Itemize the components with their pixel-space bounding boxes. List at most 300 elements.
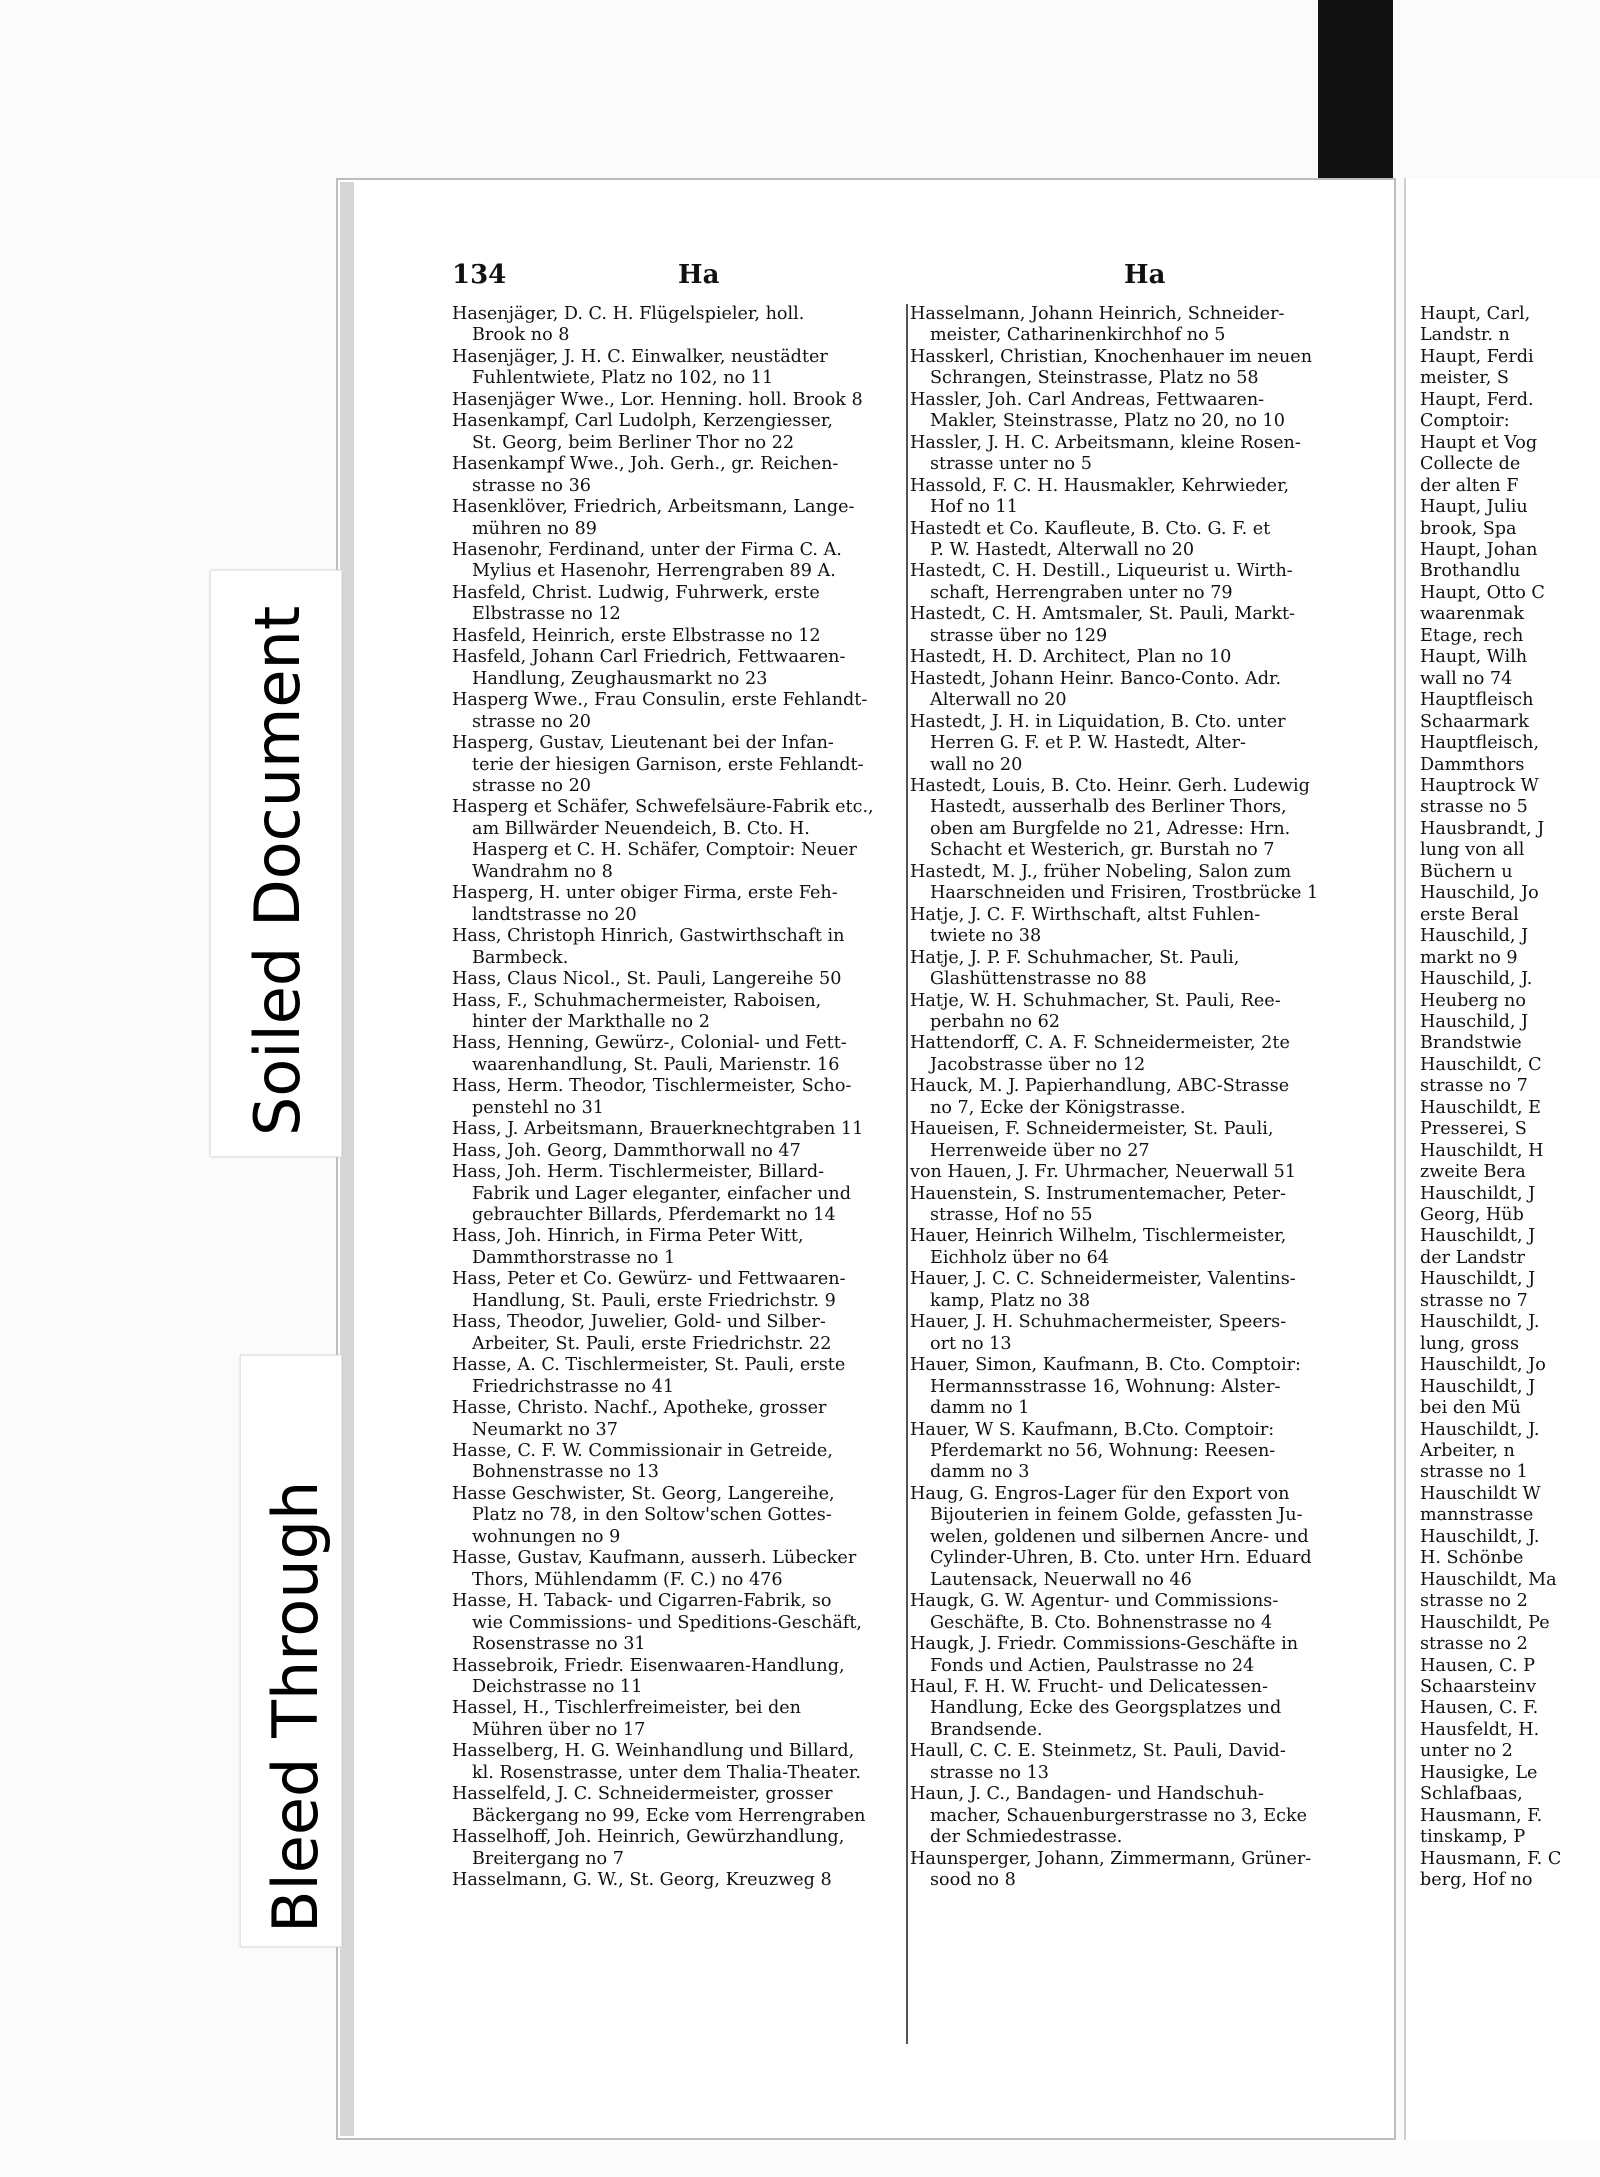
directory-entry [452, 390, 907, 411]
bleed-through-label [240, 1355, 342, 1947]
entry-line: Haueisen, F. Schneidermeister, St. Pauli, [910, 1119, 1274, 1140]
directory-entry [910, 1162, 1375, 1183]
entry-line: Hasse, H. Taback- und Cigarren-Fabrik, so [452, 1591, 832, 1612]
directory-entry [910, 1119, 1375, 1162]
entry-line: Hassold, F. C. H. Hausmakler, Kehrwieder, [910, 475, 1290, 496]
directory-entry [452, 1226, 907, 1269]
entry-continuation-line: am Billwärder Neuendeich, B. Cto. H. [472, 818, 810, 839]
directory-entry [452, 1656, 907, 1699]
entry-continuation-line: Geschäfte, B. Cto. Bohnenstrasse no 4 [930, 1612, 1273, 1633]
directory-entry [452, 1870, 907, 1891]
entry-continuation-line: Herren G. F. et P. W. Hastedt, Alter- [930, 733, 1246, 754]
entry-line: Hasskerl, Christian, Knochenhauer im neuen [910, 346, 1313, 367]
entry-line: Hasfeld, Johann Carl Friedrich, Fettwaaren- [452, 647, 846, 668]
entry-continuation-line: Schrangen, Steinstrasse, Platz no 58 [930, 368, 1259, 389]
facing-page-line: mannstrasse [1420, 1505, 1534, 1526]
entry-continuation-line: Haarschneiden und Frisiren, Trostbrücke 1 [930, 883, 1319, 904]
entry-continuation-line: Handlung, Ecke des Georgsplatzes und [930, 1698, 1282, 1719]
directory-entry [910, 1355, 1375, 1419]
entry-continuation-line: Fonds und Actien, Paulstrasse no 24 [930, 1655, 1255, 1676]
page-gutter-edge [340, 182, 354, 2136]
entry-continuation-line: Lautensack, Neuerwall no 46 [930, 1569, 1192, 1590]
entry-line: Hasfeld, Christ. Ludwig, Fuhrwerk, erste [452, 582, 820, 603]
entry-line: Hasse, C. F. W. Commissionair in Getreide, [452, 1441, 833, 1462]
entry-continuation-line: Pferdemarkt no 56, Wohnung: Reesen- [930, 1441, 1276, 1462]
entry-line: Hastedt, H. D. Architect, Plan no 10 [910, 647, 1232, 668]
facing-page-line: Dammthors [1420, 754, 1525, 775]
directory-entry [910, 1484, 1375, 1591]
entry-line: Hass, Henning, Gewürz-, Colonial- und Fett- [452, 1033, 847, 1054]
directory-entry [452, 540, 907, 583]
directory-entry [910, 347, 1375, 390]
entry-line: Haul, F. H. W. Frucht- und Delicatessen- [910, 1677, 1268, 1697]
soiled-document-text: Soiled Document [241, 605, 314, 1136]
directory-entry [452, 1741, 907, 1784]
entry-continuation-line: Hof no 11 [930, 497, 1018, 518]
entry-line: Hasselmann, G. W., St. Georg, Kreuzweg 8 [452, 1870, 832, 1891]
entry-line: von Hauen, J. Fr. Uhrmacher, Neuerwall 51 [910, 1162, 1297, 1183]
entry-line: Hastedt, Louis, B. Cto. Heinr. Gerh. Ludewig [910, 775, 1310, 796]
facing-page-line: Hauschildt, J. [1420, 1312, 1540, 1333]
entry-line: Hass, Joh. Herm. Tischlermeister, Billard- [452, 1162, 825, 1183]
facing-page-line: wall no 74 [1420, 668, 1513, 689]
entry-continuation-line: hinter der Markthalle no 2 [472, 1011, 710, 1032]
entry-line: Hass, Herm. Theodor, Tischlermeister, Scho- [452, 1076, 852, 1097]
entry-continuation-line: Brook no 8 [472, 325, 570, 346]
directory-entry [910, 1420, 1375, 1484]
entry-line: Hass, Peter et Co. Gewürz- und Fettwaaren- [452, 1269, 846, 1290]
facing-page-line: Hausfeldt, H. [1420, 1719, 1540, 1740]
facing-page-line: zweite Bera [1420, 1162, 1526, 1183]
directory-entry [910, 476, 1375, 519]
directory-entry [452, 497, 907, 540]
running-head-right: Ha [1124, 260, 1166, 290]
entry-line: Hasfeld, Heinrich, erste Elbstrasse no 12 [452, 625, 821, 646]
directory-entry [452, 1591, 907, 1655]
directory-entry [910, 1076, 1375, 1119]
entry-continuation-line: Alterwall no 20 [930, 690, 1067, 711]
entry-continuation-line: gebrauchter Billards, Pferdemarkt no 14 [472, 1205, 836, 1226]
entry-continuation-line: oben am Burgfelde no 21, Adresse: Hrn. [930, 818, 1291, 839]
entry-line: Hastedt, C. H. Destill., Liqueurist u. Wirth- [910, 561, 1293, 582]
facing-page-line: Hauschildt, J [1420, 1183, 1536, 1204]
entry-continuation-line: kl. Rosenstrasse, unter dem Thalia-Theater. [472, 1762, 861, 1783]
directory-entry [910, 1269, 1375, 1312]
entry-continuation-line: twiete no 38 [930, 926, 1042, 947]
entry-line: Hass, J. Arbeitsmann, Brauerknechtgraben 11 [452, 1119, 864, 1140]
facing-page-line: Hauschildt W [1420, 1483, 1541, 1504]
entry-line: Hauer, J. C. C. Schneidermeister, Valentins- [910, 1269, 1296, 1290]
facing-page-line: Hauschildt, J. [1420, 1419, 1540, 1440]
facing-page-line: Landstr. n [1420, 325, 1510, 346]
entry-line: Hasenjäger, J. H. C. Einwalker, neustädter [452, 346, 828, 367]
column-divider [906, 304, 908, 2044]
entry-line: Hauer, W S. Kaufmann, B.Cto. Comptoir: [910, 1419, 1275, 1440]
facing-page-line: Haupt, Juliu [1420, 497, 1528, 518]
directory-entry [452, 991, 907, 1034]
entry-line: Hasselhoff, Joh. Heinrich, Gewürzhandlung, [452, 1827, 845, 1848]
entry-continuation-line: mühren no 89 [472, 518, 597, 539]
directory-entry [452, 1119, 907, 1140]
page-number: 134 [452, 260, 507, 290]
entry-continuation-line: Barmbeck. [472, 947, 569, 968]
facing-page-line: Haupt, Wilh [1420, 647, 1528, 668]
facing-page-line: Hauptrock W [1420, 775, 1539, 796]
entry-continuation-line: Arbeiter, St. Pauli, erste Friedrichstr. 22 [472, 1333, 832, 1354]
entry-continuation-line: meister, Catharinenkirchhof no 5 [930, 325, 1226, 346]
entry-continuation-line: Glashüttenstrasse no 88 [930, 969, 1147, 990]
directory-entry [452, 1441, 907, 1484]
directory-entry [452, 1141, 907, 1162]
facing-page-line: Hauschildt, Ma [1420, 1569, 1557, 1590]
entry-line: Hass, Joh. Hinrich, in Firma Peter Witt, [452, 1226, 804, 1247]
facing-page-line: der Landstr [1420, 1247, 1525, 1268]
facing-page-line: strasse no 2 [1420, 1634, 1528, 1655]
entry-continuation-line: Bijouterien in feinem Golde, gefassten Ju- [930, 1505, 1303, 1526]
facing-page-line: strasse no 5 [1420, 797, 1528, 818]
facing-page-line: Hausigke, Le [1420, 1762, 1538, 1783]
entry-continuation-line: perbahn no 62 [930, 1011, 1060, 1032]
facing-page-line: Schlafbaas, [1420, 1784, 1523, 1805]
entry-line: Hasenkampf, Carl Ludolph, Kerzengiesser, [452, 411, 833, 432]
facing-page-line: Hauschild, J [1420, 1011, 1529, 1032]
directory-entry [910, 561, 1375, 604]
directory-entry [910, 1741, 1375, 1784]
directory-entry [910, 1033, 1375, 1076]
entry-line: Hastedt, C. H. Amtsmaler, St. Pauli, Markt- [910, 604, 1295, 625]
directory-entry [452, 647, 907, 690]
entry-continuation-line: Friedrichstrasse no 41 [472, 1376, 675, 1397]
bleed-through-text: Bleed Through [259, 1480, 332, 1933]
entry-continuation-line: sood no 8 [930, 1870, 1016, 1891]
directory-entry [452, 1827, 907, 1870]
entry-line: Hauenstein, S. Instrumentemacher, Peter- [910, 1183, 1286, 1204]
entry-line: Hastedt, J. H. in Liquidation, B. Cto. unter [910, 711, 1286, 732]
facing-page-line: markt no 9 [1420, 947, 1518, 968]
entry-continuation-line: St. Georg, beim Berliner Thor no 22 [472, 432, 795, 453]
facing-page-line: Hauschildt, E [1420, 1097, 1541, 1118]
facing-page-line: Hauschildt, J [1420, 1269, 1536, 1290]
directory-entry [452, 1484, 907, 1548]
facing-page-line: Hausbrandt, J [1420, 818, 1545, 839]
entry-continuation-line: Makler, Steinstrasse, Platz no 20, no 10 [930, 411, 1285, 432]
entry-continuation-line: Handlung, Zeughausmarkt no 23 [472, 668, 768, 689]
directory-entry [452, 969, 907, 990]
facing-page-line: waarenmak [1420, 604, 1525, 625]
directory-entry [452, 1398, 907, 1441]
directory-entry [452, 797, 907, 883]
entry-continuation-line: strasse no 20 [472, 775, 591, 796]
directory-entry [910, 776, 1375, 862]
directory-entry [452, 1033, 907, 1076]
entry-continuation-line: penstehl no 31 [472, 1097, 604, 1118]
entry-continuation-line: der Schmiedestrasse. [930, 1827, 1123, 1848]
directory-entry [452, 1698, 907, 1741]
entry-line: Hauer, Heinrich Wilhelm, Tischlermeister, [910, 1226, 1287, 1247]
directory-entry [452, 1312, 907, 1355]
entry-line: Hauer, Simon, Kaufmann, B. Cto. Comptoir: [910, 1355, 1301, 1376]
facing-page-line: tinskamp, P [1420, 1827, 1526, 1848]
entry-continuation-line: Thors, Mühlendamm (F. C.) no 476 [472, 1569, 783, 1590]
entry-continuation-line: strasse no 36 [472, 475, 591, 496]
facing-page-line: strasse no 7 [1420, 1290, 1528, 1311]
entry-continuation-line: wall no 20 [930, 754, 1023, 775]
entry-continuation-line: damm no 1 [930, 1398, 1030, 1419]
entry-continuation-line: macher, Schauenburgerstrasse no 3, Ecke [930, 1805, 1308, 1826]
left-column [452, 304, 907, 2049]
facing-page-line: Hausen, C. F. [1420, 1698, 1539, 1719]
entry-continuation-line: strasse no 20 [472, 711, 591, 732]
facing-page-line: strasse no 7 [1420, 1076, 1528, 1097]
entry-continuation-line: P. W. Hastedt, Alterwall no 20 [930, 539, 1195, 560]
directory-entry [452, 454, 907, 497]
entry-continuation-line: strasse, Hof no 55 [930, 1205, 1093, 1226]
entry-continuation-line: schaft, Herrengraben unter no 79 [930, 582, 1233, 603]
facing-page-line: Haupt, Ferdi [1420, 346, 1534, 367]
facing-page-line: berg, Hof no [1420, 1870, 1533, 1891]
facing-page-line: Comptoir: [1420, 411, 1510, 432]
facing-page-line: Hauschild, J [1420, 926, 1529, 947]
facing-page-line: meister, S [1420, 368, 1509, 389]
entry-line: Hasperg, H. unter obiger Firma, erste Feh- [452, 883, 838, 904]
facing-page-line: Heuberg no [1420, 990, 1526, 1011]
entry-line: Hass, Christoph Hinrich, Gastwirthschaft in [452, 926, 845, 947]
running-head-left: Ha [678, 260, 720, 290]
facing-page-line: bei den Mü [1420, 1398, 1521, 1419]
facing-page-line: Hauschild, J. [1420, 969, 1533, 990]
entry-line: Haugk, G. W. Agentur- und Commissions- [910, 1591, 1279, 1612]
entry-line: Hastedt, Johann Heinr. Banco-Conto. Adr. [910, 668, 1282, 689]
entry-continuation-line: Herrenweide über no 27 [930, 1140, 1150, 1161]
facing-page-line: Schaarmark [1420, 711, 1529, 732]
entry-line: Hastedt, M. J., früher Nobeling, Salon zum [910, 861, 1292, 882]
facing-page-line: Hausmann, F. [1420, 1805, 1543, 1826]
entry-line: Hasperg, Gustav, Lieutenant bei der Infan- [452, 733, 834, 754]
entry-line: Haugk, J. Friedr. Commissions-Geschäfte in [910, 1634, 1299, 1655]
facing-page-line: Haupt, Otto C [1420, 582, 1545, 603]
entry-continuation-line: landtstrasse no 20 [472, 904, 637, 925]
facing-page-line: strasse no 1 [1420, 1462, 1528, 1483]
facing-page-line: Hausen, C. P [1420, 1655, 1535, 1676]
facing-page-line: der alten F [1420, 475, 1519, 496]
directory-entry [452, 583, 907, 626]
entry-continuation-line: Schacht et Westerich, gr. Burstah no 7 [930, 840, 1275, 861]
entry-continuation-line: Mylius et Hasenohr, Herrengraben 89 A. [472, 561, 836, 582]
entry-line: Hasselberg, H. G. Weinhandlung und Billard, [452, 1741, 855, 1762]
entry-continuation-line: strasse über no 129 [930, 625, 1108, 646]
entry-line: Hauck, M. J. Papierhandlung, ABC-Strasse [910, 1076, 1290, 1097]
entry-line: Haug, G. Engros-Lager für den Export von [910, 1483, 1290, 1504]
entry-line: Hatje, J. C. F. Wirthschaft, altst Fuhlen- [910, 904, 1261, 925]
directory-entry [452, 1162, 907, 1226]
facing-page-line: Brandstwie [1420, 1033, 1522, 1054]
entry-line: Hatje, J. P. F. Schuhmacher, St. Pauli, [910, 947, 1240, 968]
entry-continuation-line: damm no 3 [930, 1462, 1030, 1483]
facing-page-line: Haupt, Ferd. [1420, 389, 1534, 410]
facing-page-line: Hauschildt, J. [1420, 1526, 1540, 1547]
entry-line: Hasenklöver, Friedrich, Arbeitsmann, Lange- [452, 497, 855, 518]
directory-entry [910, 519, 1375, 562]
entry-line: Hasse, Gustav, Kaufmann, ausserh. Lübecker [452, 1548, 857, 1569]
facing-page-line: Georg, Hüb [1420, 1205, 1524, 1226]
directory-entry [910, 948, 1375, 991]
entry-continuation-line: terie der hiesigen Garnison, erste Fehlandt- [472, 754, 864, 775]
directory-entry [910, 991, 1375, 1034]
directory-entry [452, 304, 907, 347]
entry-line: Hasenjäger, D. C. H. Flügelspieler, holl. [452, 304, 805, 324]
facing-page-line: Collecte de [1420, 454, 1521, 475]
entry-continuation-line: no 7, Ecke der Königstrasse. [930, 1097, 1186, 1118]
entry-continuation-line: strasse unter no 5 [930, 454, 1092, 475]
entry-line: Hasenohr, Ferdinand, unter der Firma C. A. [452, 539, 842, 560]
entry-line: Haun, J. C., Bandagen- und Handschuh- [910, 1784, 1264, 1805]
entry-line: Hassler, J. H. C. Arbeitsmann, kleine Rosen- [910, 432, 1301, 453]
directory-entry [910, 1226, 1375, 1269]
directory-entry [452, 733, 907, 797]
entry-continuation-line: wohnungen no 9 [472, 1526, 621, 1547]
entry-line: Hasperg Wwe., Frau Consulin, erste Fehlandt- [452, 690, 868, 711]
entry-continuation-line: Brandsende. [930, 1719, 1043, 1740]
directory-entry [452, 411, 907, 454]
entry-line: Hasenjäger Wwe., Lor. Henning. holl. Brook 8 [452, 389, 863, 410]
facing-page-line: Haupt et Vog [1420, 432, 1538, 453]
entry-line: Hasselmann, Johann Heinrich, Schneider- [910, 304, 1285, 324]
entry-line: Hatje, W. H. Schuhmacher, St. Pauli, Ree- [910, 990, 1281, 1011]
directory-entry [452, 926, 907, 969]
directory-entry [910, 390, 1375, 433]
directory-entry [910, 1634, 1375, 1677]
entry-line: Hassebroik, Friedr. Eisenwaaren-Handlung, [452, 1655, 845, 1676]
entry-continuation-line: strasse no 13 [930, 1762, 1049, 1783]
directory-entry [910, 1849, 1375, 1892]
directory-entry [910, 433, 1375, 476]
directory-entry [910, 1784, 1375, 1848]
entry-line: Hass, Joh. Georg, Dammthorwall no 47 [452, 1140, 801, 1161]
entry-line: Hass, F., Schuhmachermeister, Raboisen, [452, 990, 822, 1011]
facing-page-line: unter no 2 [1420, 1741, 1513, 1762]
directory-entry [910, 1312, 1375, 1355]
directory-entry [910, 647, 1375, 668]
directory-entry [910, 604, 1375, 647]
soiled-document-label [210, 570, 342, 1157]
entry-continuation-line: Mühren über no 17 [472, 1719, 646, 1740]
entry-line: Hattendorff, C. A. F. Schneidermeister, 2te [910, 1033, 1290, 1054]
entry-continuation-line: Hastedt, ausserhalb des Berliner Thors, [930, 797, 1287, 818]
entry-continuation-line: Bäckergang no 99, Ecke vom Herrengraben [472, 1805, 866, 1826]
facing-page-line: Schaarsteinv [1420, 1677, 1537, 1697]
entry-continuation-line: Elbstrasse no 12 [472, 604, 621, 625]
facing-page-line: Etage, rech [1420, 625, 1524, 646]
facing-page-column [1420, 304, 1600, 2049]
entry-line: Hastedt et Co. Kaufleute, B. Cto. G. F. et [910, 518, 1271, 539]
middle-column [910, 304, 1375, 2049]
facing-page-line: brook, Spa [1420, 518, 1517, 539]
directory-entry [910, 304, 1375, 347]
entry-line: Hasse Geschwister, St. Georg, Langereihe, [452, 1483, 835, 1504]
entry-continuation-line: Wandrahm no 8 [472, 861, 613, 882]
entry-continuation-line: kamp, Platz no 38 [930, 1290, 1091, 1311]
entry-continuation-line: Deichstrasse no 11 [472, 1677, 643, 1697]
entry-line: Haull, C. C. E. Steinmetz, St. Pauli, David- [910, 1741, 1286, 1762]
facing-page-line: Brothandlu [1420, 561, 1521, 582]
directory-entry [452, 1548, 907, 1591]
directory-entry [910, 669, 1375, 712]
facing-page-line: Hauschildt, H [1420, 1140, 1544, 1161]
entry-continuation-line: welen, goldenen und silbernen Ancre- und [930, 1526, 1309, 1547]
facing-page-line: lung, gross [1420, 1333, 1520, 1354]
directory-entry [452, 347, 907, 390]
directory-entry [452, 690, 907, 733]
entry-line: Hasselfeld, J. C. Schneidermeister, grosser [452, 1784, 833, 1805]
entry-continuation-line: Jacobstrasse über no 12 [930, 1054, 1146, 1075]
facing-page-line: Hauptfleisch [1420, 690, 1534, 711]
facing-page-line: Hauptfleisch, [1420, 733, 1540, 754]
entry-line: Hasperg et Schäfer, Schwefelsäure-Fabrik etc., [452, 797, 874, 818]
entry-continuation-line: Handlung, St. Pauli, erste Friedrichstr. 9 [472, 1290, 836, 1311]
entry-line: Hassel, H., Tischlerfreimeister, bei den [452, 1698, 802, 1719]
entry-line: Hasse, A. C. Tischlermeister, St. Pauli, erste [452, 1355, 846, 1376]
directory-entry [910, 862, 1375, 905]
directory-entry [452, 626, 907, 647]
directory-entry [452, 1355, 907, 1398]
directory-entry [452, 1269, 907, 1312]
entry-continuation-line: Dammthorstrasse no 1 [472, 1247, 676, 1268]
entry-continuation-line: waarenhandlung, St. Pauli, Marienstr. 16 [472, 1054, 840, 1075]
entry-continuation-line: ort no 13 [930, 1333, 1012, 1354]
entry-line: Hassler, Joh. Carl Andreas, Fettwaaren- [910, 389, 1265, 410]
entry-continuation-line: Platz no 78, in den Soltow'schen Gottes- [472, 1505, 832, 1526]
facing-page-line: Hauschildt, Pe [1420, 1612, 1550, 1633]
facing-page-line: Hauschildt, J [1420, 1376, 1536, 1397]
entry-continuation-line: Fabrik und Lager eleganter, einfacher und [472, 1183, 851, 1204]
facing-page-line: H. Schönbe [1420, 1548, 1524, 1569]
directory-entry [910, 905, 1375, 948]
facing-page-line: Haupt, Carl, [1420, 304, 1531, 324]
facing-page-line: Büchern u [1420, 861, 1513, 882]
facing-page-line: Hauschildt, Jo [1420, 1355, 1546, 1376]
directory-entry [910, 712, 1375, 776]
entry-continuation-line: Neumarkt no 37 [472, 1419, 618, 1440]
facing-page-line: Hausmann, F. C [1420, 1848, 1562, 1869]
entry-line: Hass, Claus Nicol., St. Pauli, Langereihe 50 [452, 969, 842, 990]
directory-entry [910, 1184, 1375, 1227]
directory-entry [910, 1677, 1375, 1741]
facing-page-line: Haupt, Johan [1420, 539, 1538, 560]
entry-continuation-line: Hermannsstrasse 16, Wohnung: Alster- [930, 1376, 1281, 1397]
directory-entry [910, 1591, 1375, 1634]
entry-continuation-line: Breitergang no 7 [472, 1848, 624, 1869]
entry-continuation-line: Fuhlentwiete, Platz no 102, no 11 [472, 368, 774, 389]
facing-page-line: lung von all [1420, 840, 1525, 861]
facing-page-line: Hauschildt, J [1420, 1226, 1536, 1247]
facing-page-line: strasse no 2 [1420, 1591, 1528, 1612]
entry-line: Hasse, Christo. Nachf., Apotheke, grosser [452, 1398, 827, 1419]
facing-page-line: Hauschild, Jo [1420, 883, 1539, 904]
entry-line: Hasenkampf Wwe., Joh. Gerh., gr. Reichen- [452, 454, 839, 475]
entry-continuation-line: Rosenstrasse no 31 [472, 1634, 646, 1655]
facing-page-line: Hauschildt, C [1420, 1054, 1542, 1075]
entry-line: Hass, Theodor, Juwelier, Gold- und Silber- [452, 1312, 826, 1333]
directory-entry [452, 883, 907, 926]
entry-line: Hauer, J. H. Schuhmachermeister, Speers- [910, 1312, 1287, 1333]
facing-page-line: erste Beral [1420, 904, 1519, 925]
entry-line: Haunsperger, Johann, Zimmermann, Grüner- [910, 1848, 1312, 1869]
facing-page-line: Presserei, S [1420, 1119, 1527, 1140]
directory-entry [452, 1076, 907, 1119]
directory-entry [452, 1784, 907, 1827]
entry-continuation-line: Cylinder-Uhren, B. Cto. unter Hrn. Eduard [930, 1548, 1312, 1569]
entry-continuation-line: Eichholz über no 64 [930, 1247, 1109, 1268]
